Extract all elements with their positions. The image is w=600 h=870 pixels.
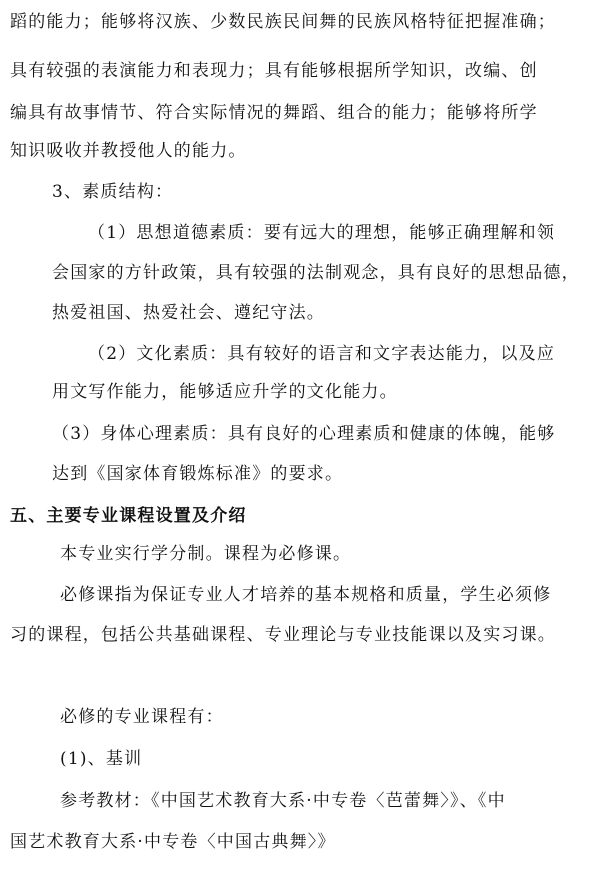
text-line: 具有较强的表演能力和表现力；具有能够根据所学知识，改编、创 [10, 61, 538, 81]
text-line: 编具有故事情节、符合实际情况的舞蹈、组合的能力；能够将所学 [10, 103, 538, 123]
text-line: 国艺术教育大系·中专卷〈中国古典舞〉》 [10, 832, 336, 852]
text-line: 会国家的方针政策，具有较强的法制观念，具有良好的思想品德， [52, 263, 580, 283]
text-line: 用文写作能力，能够适应升学的文化能力。 [52, 382, 398, 402]
section-title: 五、主要专业课程设置及介绍 [10, 506, 247, 526]
text-line: 蹈的能力；能够将汉族、少数民族民间舞的民族风格特征把握准确； [10, 12, 556, 32]
text-line: 必修课指为保证专业人才培养的基本规格和质量，学生必须修 [60, 585, 552, 605]
subsection-heading: 3、素质结构： [52, 182, 174, 202]
text-line: 知识吸收并教授他人的能力。 [10, 141, 247, 161]
text-line: （1）思想道德素质：要有远大的理想，能够正确理解和领 [88, 223, 556, 243]
text-line: 本专业实行学分制。课程为必修课。 [60, 544, 352, 564]
text-line: (1)、基训 [60, 749, 143, 769]
text-line: 热爱祖国、热爱社会、遵纪守法。 [52, 303, 325, 323]
text-line: 达到《国家体育锻炼标准》的要求。 [52, 464, 344, 484]
text-line: （2）文化素质：具有较好的语言和文字表达能力，以及应 [88, 344, 556, 364]
text-line: 习的课程，包括公共基础课程、专业理论与专业技能课以及实习课。 [10, 625, 556, 645]
text-line: （3）身体心理素质：具有良好的心理素质和健康的体魄，能够 [52, 424, 556, 444]
text-line: 参考教材：《中国艺术教育大系·中专卷〈芭蕾舞〉》、《中 [60, 791, 506, 811]
text-line: 必修的专业课程有： [60, 707, 224, 727]
